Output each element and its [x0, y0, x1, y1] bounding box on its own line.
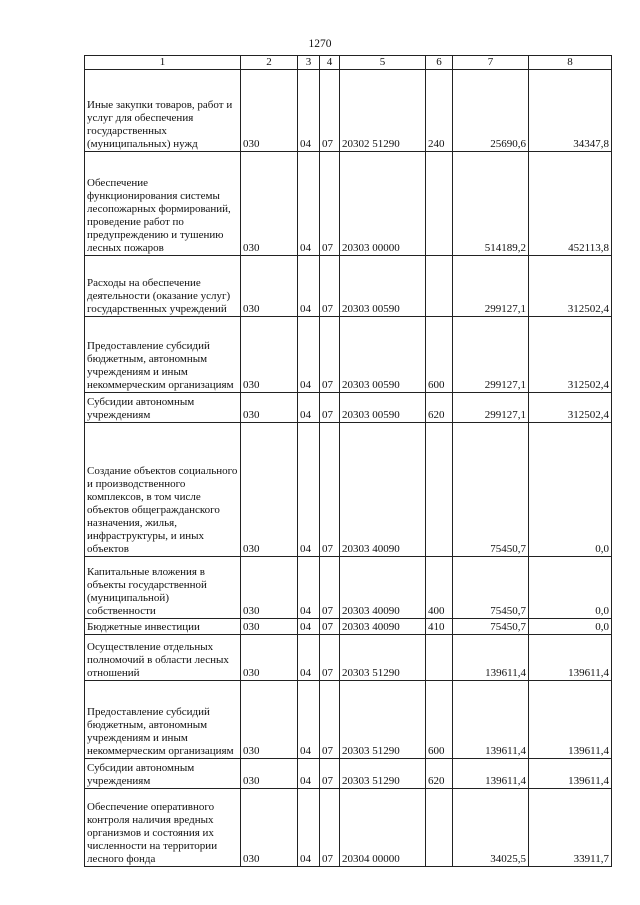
cell-target: 20303 51290 [340, 681, 426, 759]
cell-section: 04 [298, 759, 320, 789]
row-name: Предоставление субсидий бюджетным, автономным учреждениям и иным некоммерческим организациям [85, 317, 241, 393]
table-row [85, 152, 612, 256]
cell-year1: 514189,2 [453, 152, 529, 256]
cell-year1: 75450,7 [453, 423, 529, 557]
cell-ministry: 030 [241, 635, 298, 681]
cell-year1: 75450,7 [453, 557, 529, 619]
cell-target: 20303 40090 [340, 619, 426, 635]
cell-section: 04 [298, 317, 320, 393]
table-row [85, 681, 612, 759]
cell-subsection: 07 [320, 317, 340, 393]
column-header: 3 [298, 56, 320, 70]
cell-expense-type: 410 [426, 619, 453, 635]
cell-subsection: 07 [320, 789, 340, 867]
table-row [85, 423, 612, 557]
cell-expense-type: 620 [426, 759, 453, 789]
cell-subsection: 07 [320, 619, 340, 635]
cell-ministry: 030 [241, 557, 298, 619]
cell-subsection: 07 [320, 759, 340, 789]
cell-target: 20303 00590 [340, 317, 426, 393]
cell-section: 04 [298, 789, 320, 867]
cell-subsection: 07 [320, 681, 340, 759]
cell-target: 20303 51290 [340, 759, 426, 789]
cell-ministry: 030 [241, 681, 298, 759]
cell-expense-type: 600 [426, 681, 453, 759]
column-header: 5 [340, 56, 426, 70]
cell-year1: 299127,1 [453, 393, 529, 423]
cell-year1: 139611,4 [453, 681, 529, 759]
cell-year1: 25690,6 [453, 70, 529, 152]
cell-ministry: 030 [241, 619, 298, 635]
cell-ministry: 030 [241, 423, 298, 557]
cell-target: 20303 40090 [340, 423, 426, 557]
cell-year2: 139611,4 [529, 635, 612, 681]
cell-target: 20303 00590 [340, 393, 426, 423]
cell-ministry: 030 [241, 317, 298, 393]
cell-year2: 0,0 [529, 619, 612, 635]
cell-year1: 34025,5 [453, 789, 529, 867]
cell-section: 04 [298, 557, 320, 619]
cell-year2: 139611,4 [529, 681, 612, 759]
cell-section: 04 [298, 423, 320, 557]
cell-expense-type [426, 789, 453, 867]
cell-year2: 312502,4 [529, 393, 612, 423]
table-row [85, 393, 612, 423]
row-name: Создание объектов социального и производственного комплексов, в том числе объектов общегражданского назначения, жилья, инфраструктуры, и иных объектов [85, 423, 241, 557]
table-row [85, 70, 612, 152]
row-name: Обеспечение функционирования системы лесопожарных формирований, проведение работ по предупреждению и тушению лесных пожаров [85, 152, 241, 256]
cell-expense-type: 620 [426, 393, 453, 423]
table-row [85, 557, 612, 619]
table-row [85, 256, 612, 317]
column-header: 1 [85, 56, 241, 70]
row-name: Расходы на обеспечение деятельности (оказание услуг) государственных учреждений [85, 256, 241, 317]
table-row [85, 789, 612, 867]
cell-year2: 0,0 [529, 423, 612, 557]
column-header: 7 [453, 56, 529, 70]
cell-expense-type: 240 [426, 70, 453, 152]
cell-expense-type [426, 152, 453, 256]
cell-ministry: 030 [241, 152, 298, 256]
cell-subsection: 07 [320, 423, 340, 557]
row-name: Субсидии автономным учреждениям [85, 393, 241, 423]
cell-year1: 299127,1 [453, 256, 529, 317]
header-row [85, 56, 612, 70]
cell-subsection: 07 [320, 152, 340, 256]
cell-ministry: 030 [241, 393, 298, 423]
cell-section: 04 [298, 393, 320, 423]
budget-table [84, 55, 612, 867]
cell-year2: 139611,4 [529, 759, 612, 789]
table-row [85, 317, 612, 393]
table-row [85, 759, 612, 789]
page-number: 1270 [308, 38, 332, 50]
cell-ministry: 030 [241, 759, 298, 789]
cell-ministry: 030 [241, 70, 298, 152]
cell-year2: 312502,4 [529, 256, 612, 317]
cell-section: 04 [298, 152, 320, 256]
cell-target: 20303 51290 [340, 635, 426, 681]
cell-year1: 299127,1 [453, 317, 529, 393]
cell-section: 04 [298, 681, 320, 759]
row-name: Бюджетные инвестиции [85, 619, 241, 635]
table-row [85, 635, 612, 681]
cell-year2: 33911,7 [529, 789, 612, 867]
cell-expense-type [426, 256, 453, 317]
cell-subsection: 07 [320, 635, 340, 681]
cell-subsection: 07 [320, 256, 340, 317]
row-name: Капитальные вложения в объекты государственной (муниципальной) собственности [85, 557, 241, 619]
column-header: 2 [241, 56, 298, 70]
column-header: 8 [529, 56, 612, 70]
cell-section: 04 [298, 70, 320, 152]
cell-year1: 139611,4 [453, 635, 529, 681]
cell-expense-type [426, 635, 453, 681]
cell-ministry: 030 [241, 789, 298, 867]
cell-year1: 75450,7 [453, 619, 529, 635]
cell-target: 20303 00590 [340, 256, 426, 317]
cell-year2: 0,0 [529, 557, 612, 619]
cell-year2: 312502,4 [529, 317, 612, 393]
cell-target: 20304 00000 [340, 789, 426, 867]
row-name: Предоставление субсидий бюджетным, автономным учреждениям и иным некоммерческим организациям [85, 681, 241, 759]
cell-year2: 452113,8 [529, 152, 612, 256]
cell-year1: 139611,4 [453, 759, 529, 789]
table-row [85, 619, 612, 635]
cell-ministry: 030 [241, 256, 298, 317]
cell-target: 20302 51290 [340, 70, 426, 152]
cell-section: 04 [298, 619, 320, 635]
cell-year2: 34347,8 [529, 70, 612, 152]
cell-target: 20303 40090 [340, 557, 426, 619]
cell-section: 04 [298, 635, 320, 681]
row-name: Осуществление отдельных полномочий в области лесных отношений [85, 635, 241, 681]
row-name: Иные закупки товаров, работ и услуг для обеспечения государственных (муниципальных) нужд [85, 70, 241, 152]
cell-subsection: 07 [320, 70, 340, 152]
cell-expense-type: 600 [426, 317, 453, 393]
row-name: Субсидии автономным учреждениям [85, 759, 241, 789]
column-header: 4 [320, 56, 340, 70]
cell-subsection: 07 [320, 393, 340, 423]
column-header: 6 [426, 56, 453, 70]
cell-target: 20303 00000 [340, 152, 426, 256]
cell-section: 04 [298, 256, 320, 317]
cell-expense-type: 400 [426, 557, 453, 619]
cell-subsection: 07 [320, 557, 340, 619]
cell-expense-type [426, 423, 453, 557]
row-name: Обеспечение оперативного контроля наличия вредных организмов и состояния их численности на территории лесного фонда [85, 789, 241, 867]
